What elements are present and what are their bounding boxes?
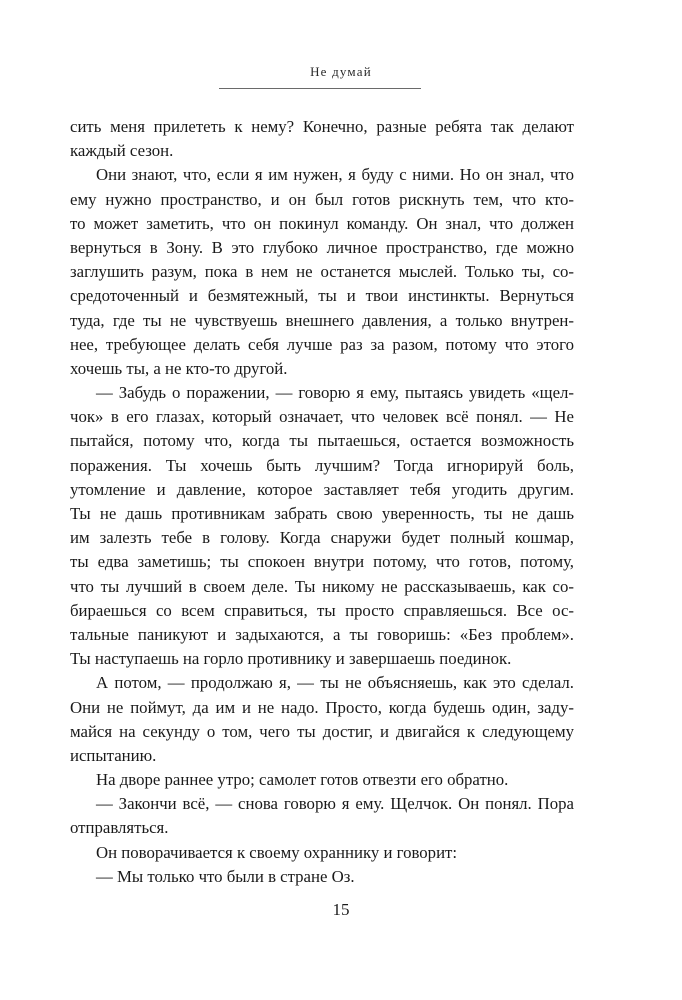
text-line: На дворе раннее утро; самолет готов отвезти его обратно. bbox=[96, 770, 509, 790]
text-line: Он поворачивается к своему охраннику и говорит: bbox=[96, 842, 458, 862]
text-line: — Мы только что были в стране Оз. bbox=[96, 866, 355, 886]
header-rule bbox=[219, 88, 421, 89]
text-line: тальные паникуют и задыхаются, а ты говоришь: «Без проблем». bbox=[70, 624, 574, 644]
text-line: чок» в его глазах, который означает, что человек всё понял. — Не bbox=[70, 407, 574, 427]
text-line: отправляться. bbox=[70, 818, 169, 838]
text-line: пытайся, потому что, когда ты пытаешься, остается возможность bbox=[70, 431, 574, 451]
text-line: ты едва заметишь; ты спокоен внутри потому, что готов, потому, bbox=[70, 552, 574, 572]
text-line: А потом, — продолжаю я, — ты не объясняешь, как это сделал. bbox=[96, 673, 574, 693]
text-line: заглушить разум, пока в нем не останется мыслей. Только ты, со- bbox=[70, 262, 574, 282]
text-line: Ты не дашь противникам забрать свою уверенность, ты не дашь bbox=[70, 504, 574, 523]
text-line: утомление и давление, которое заставляет тебя угодить другим. bbox=[70, 479, 574, 499]
body-text bbox=[70, 115, 574, 889]
text-line: средоточенный и безмятежный, ты и твои инстинкты. Вернуться bbox=[70, 286, 574, 306]
text-line: то может заметить, что он покинул команду. Он знал, что должен bbox=[70, 213, 574, 233]
text-line: — Закончи всё, — снова говорю я ему. Щелчок. Он понял. Пора bbox=[96, 794, 574, 814]
text-line: бираешься со всем справиться, ты просто справляешься. Все ос- bbox=[70, 600, 574, 620]
running-head: Не думай bbox=[310, 64, 372, 79]
text-line: майся на секунду о том, чего ты достиг, и двигайся к следующему bbox=[70, 721, 574, 741]
text-line: что ты лучший в своем деле. Ты никому не рассказываешь, как со- bbox=[70, 576, 574, 596]
text-line: хочешь ты, а не кто-то другой. bbox=[70, 358, 288, 378]
text-line: туда, где ты не чувствуешь внешнего давления, а только внутрен- bbox=[70, 310, 574, 330]
text-line: — Забудь о поражении, — говорю я ему, пытаясь увидеть «щел- bbox=[96, 383, 574, 403]
text-line: нее, требующее делать себя лучше раз за разом, потому что этого bbox=[70, 334, 574, 354]
text-line: каждый сезон. bbox=[70, 141, 174, 161]
text-line: ему нужно пространство, и он был готов рискнуть тем, что кто- bbox=[70, 189, 574, 209]
text-line: Ты наступаешь на горло противнику и завершаешь поединок. bbox=[70, 649, 512, 669]
text-line: сить меня прилететь к нему? Конечно, разные ребята так делают bbox=[70, 117, 574, 136]
text-line: испытанию. bbox=[70, 745, 157, 765]
text-line: поражения. Ты хочешь быть лучшим? Тогда игнорируй боль, bbox=[70, 455, 574, 475]
text-line: вернуться в Зону. В это глубоко личное пространство, где можно bbox=[70, 237, 574, 257]
text-line: Они не поймут, да им и не надо. Просто, когда будешь один, заду- bbox=[70, 697, 574, 717]
page-number: 15 bbox=[332, 900, 350, 919]
text-line: им залезть тебе в голову. Когда снаружи будет полный кошмар, bbox=[70, 528, 574, 548]
text-line: Они знают, что, если я им нужен, я буду с ними. Но он знал, что bbox=[96, 165, 574, 185]
